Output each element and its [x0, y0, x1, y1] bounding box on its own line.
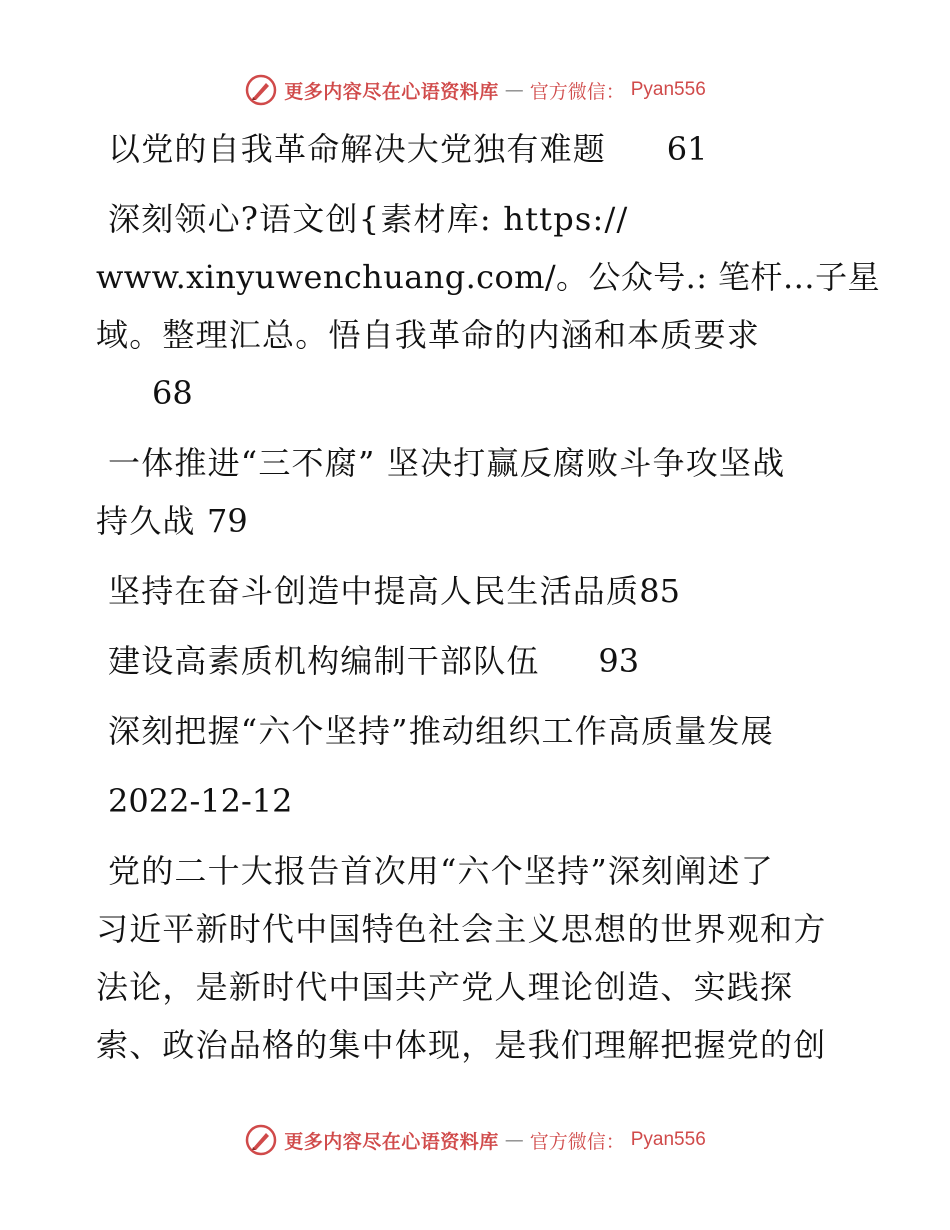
article-body-line: 索、政治品格的集中体现，是我们理解把握党的创	[96, 1026, 827, 1064]
article-body-line: 习近平新时代中国特色社会主义思想的世界观和方	[96, 910, 827, 948]
header-watermark-banner	[0, 70, 950, 110]
footer-promo-text: 更多内容尽在心语资料库	[284, 1130, 499, 1153]
header-wechat-account: Pyan556	[630, 79, 706, 100]
article-body	[96, 842, 856, 1074]
pen-logo-icon	[244, 1123, 278, 1157]
toc-entry-page: 93	[598, 642, 640, 680]
footer-dash: —	[504, 1129, 524, 1151]
toc-entry-title-line: www.xinyuwenchuang.com/。公众号.: 笔杆…子星	[96, 258, 880, 296]
toc-entry-5	[96, 632, 856, 690]
toc-entry-title-line: 一体推进“三不腐” 坚决打赢反腐败斗争攻坚战	[108, 444, 786, 482]
document-content	[96, 120, 880, 1074]
toc-entry-title-tail: 持久战	[96, 502, 196, 540]
toc-entry-title-line: 深刻领心?语文创{素材库: https://	[108, 200, 629, 238]
footer-watermark-banner	[0, 1120, 950, 1160]
toc-entry-page: 85	[639, 572, 680, 610]
article-body-line: 党的二十大报告首次用“六个坚持”深刻阐述了	[108, 852, 774, 890]
article-body-line: 法论，是新时代中国共产党人理论创造、实践探	[96, 968, 794, 1006]
article-title: 深刻把握“六个坚持”推动组织工作高质量发展	[108, 712, 774, 750]
footer-wechat-account: Pyan556	[630, 1129, 706, 1150]
toc-entry-title: 坚持在奋斗创造中提高人民生活品质	[108, 572, 640, 610]
toc-entry-title-line-last	[96, 492, 856, 550]
toc-entry-page: 68	[152, 374, 193, 412]
header-wechat-label: 官方微信：	[529, 80, 625, 103]
toc-entry-title-line: 域。整理汇总。悟自我革命的内涵和本质要求	[96, 316, 761, 354]
footer-wechat-label: 官方微信：	[529, 1130, 625, 1153]
toc-entry-3	[96, 434, 856, 550]
pen-logo-icon	[244, 73, 278, 107]
header-dash: —	[504, 79, 524, 101]
toc-entry-title: 以党的自我革命解决大党独有难题	[108, 130, 607, 168]
toc-entry-page: 61	[666, 130, 708, 168]
toc-entry-4	[96, 562, 856, 620]
toc-entry-page: 79	[206, 502, 248, 540]
toc-entry-1	[96, 120, 856, 178]
header-promo-text: 更多内容尽在心语资料库	[284, 80, 499, 103]
article-date: 2022-12-12	[108, 782, 293, 820]
toc-entry-title: 建设高素质机构编制干部队伍	[108, 642, 540, 680]
toc-entry-2	[96, 190, 880, 422]
